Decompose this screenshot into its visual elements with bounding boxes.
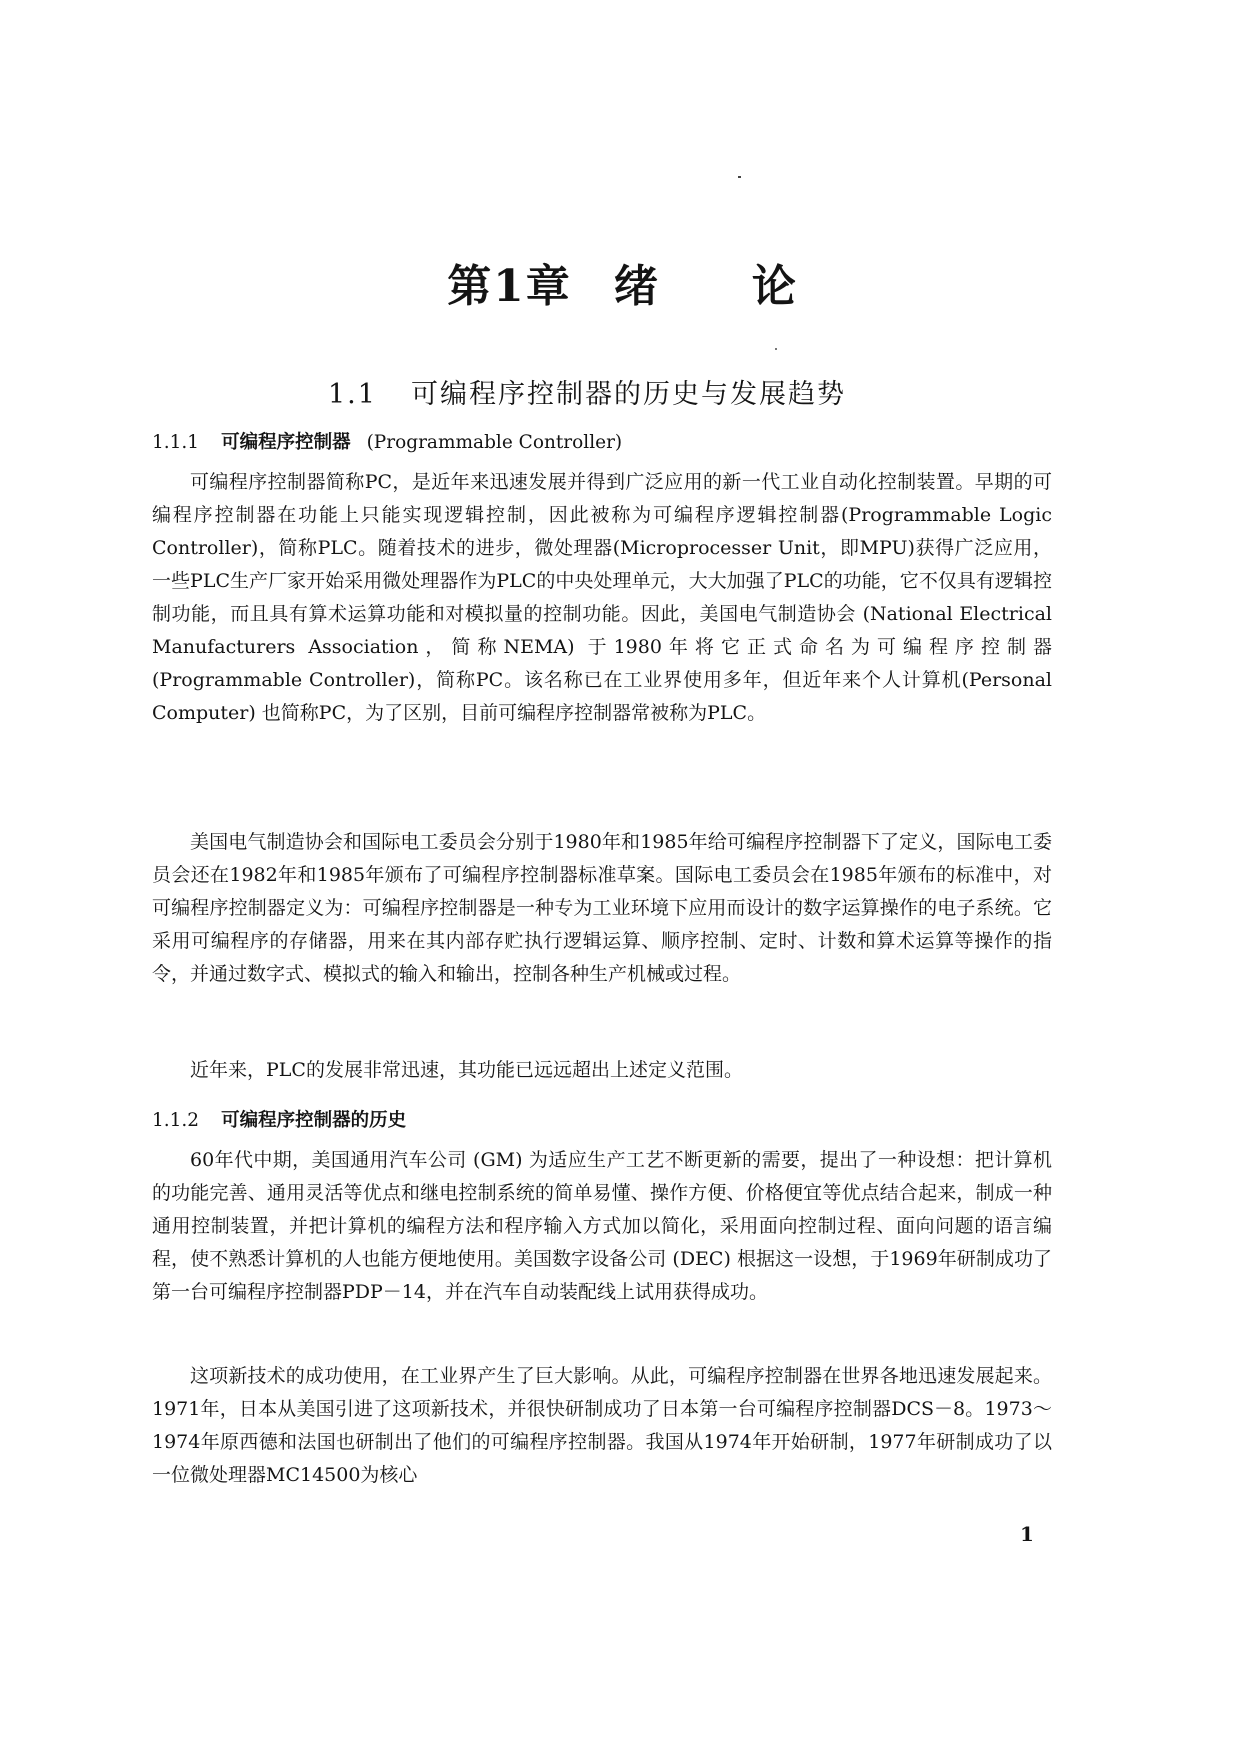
section-title: [328, 372, 846, 411]
body-paragraph: 60年代中期，美国通用汽车公司 (GM) 为适应生产工艺不断更新的需要，提出了一种设想：把计算机的功能完善、通用灵活等优点和继电控制系统的简单易懂、操作方便、价格便宜等优点结合起来，制成一种通用控制装置，并把计算机的编程方法和程序输入方式加以简化，采用面向控制过程、面向问题的语言编程，使不熟悉计算机的人也能方便地使用。美国数字设备公司 (DEC) 根据这一设想，于1969年研制成功了第一台可编程序控制器PDP－14，并在汽车自动装配线上试用获得成功。: [152, 1149, 1052, 1303]
scan-speck: [775, 348, 777, 350]
subsection-english-title: (Programmable Controller): [366, 432, 623, 453]
subsection-number: 1.1.1: [152, 432, 200, 453]
body-paragraph: 美国电气制造协会和国际电工委员会分别于1980年和1985年给可编程序控制器下了定义，国际电工委员会还在1982年和1985年颁布了可编程序控制器标准草案。国际电工委员会在1985年颁布的标准中，对可编程序控制器定义为：可编程序控制器是一种专为工业环境下应用而设计的数字运算操作的电子系统。它采用可编程序的存储器，用来在其内部存贮执行逻辑运算、顺序控制、定时、计数和算术运算等操作的指令，并通过数字式、模拟式的输入和输出，控制各种生产机械或过程。: [152, 831, 1052, 985]
subsection-title: 可编程序控制器的历史: [221, 1110, 407, 1131]
body-paragraph: 这项新技术的成功使用，在工业界产生了巨大影响。从此，可编程序控制器在世界各地迅速发展起来。1971年，日本从美国引进了这项新技术，并很快研制成功了日本第一台可编程序控制器DCS－8。1973～1974年原西德和法国也研制出了他们的可编程序控制器。我国从1974年开始研制，1977年研制成功了以一位微处理器MC14500为核心: [152, 1365, 1052, 1486]
page-number: 1: [1020, 1522, 1034, 1546]
body-paragraph: 可编程序控制器简称PC，是近年来迅速发展并得到广泛应用的新一代工业自动化控制装置。早期的可编程序控制器在功能上只能实现逻辑控制，因此被称为可编程序逻辑控制器(Programmable Logic Controller)，简称PLC。随着技术的进步，微处理器(Microprocesser Unit，即MPU)获得广泛应用，一些PLC生产厂家开始采用微处理器作为PLC的中央处理单元，大大加强了PLC的功能，它不仅具有逻辑控制功能，而且具有算术运算功能和对模拟量的控制功能。因此，美国电气制造协会 (National Electrical Manufacturers Association，简称NEMA) 于1980年将它正式命名为可编程序控制器 (Programmable Controller)，简称PC。该名称已在工业界使用多年，但近年来个人计算机(Personal Computer) 也简称PC，为了区别，目前可编程序控制器常被称为PLC。: [152, 471, 1052, 724]
subsection-title: 可编程序控制器: [221, 432, 351, 453]
chapter-number: 第1章: [447, 261, 572, 312]
section-title-text: 可编程序控制器的历史与发展趋势: [410, 379, 846, 410]
chapter-title-char: 论: [751, 261, 798, 312]
scan-speck: [738, 176, 741, 178]
chapter-title: [0, 250, 1245, 314]
section-number: 1.1: [328, 379, 377, 410]
body-paragraph: 近年来，PLC的发展非常迅速，其功能已远远超出上述定义范围。: [190, 1059, 743, 1081]
subsection-heading: [152, 428, 622, 454]
chapter-title-char: 绪: [613, 261, 660, 312]
subsection-heading: [152, 1106, 406, 1132]
subsection-number: 1.1.2: [152, 1110, 200, 1131]
